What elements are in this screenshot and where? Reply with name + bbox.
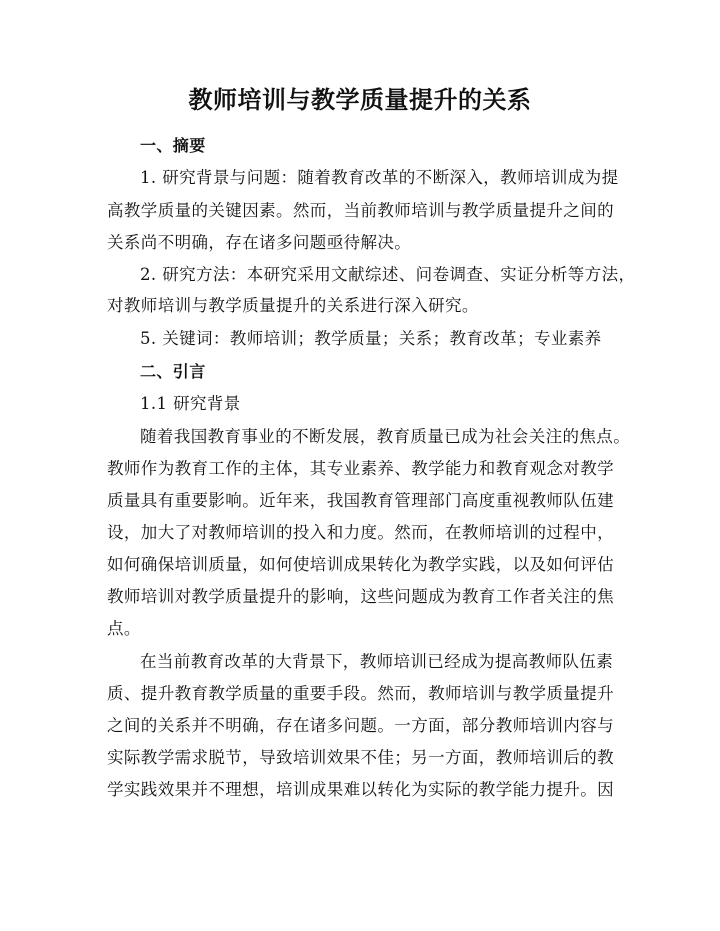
abstract-item1-line2: 高教学质量的关键因素。然而，当前教师培训与教学质量提升之间的	[107, 201, 614, 220]
paragraph2-line5: 学实践效果并不理想，培训成果难以转化为实际的教学能力提升。因	[107, 780, 614, 799]
paragraph2-line2: 质、提升教育教学质量的重要手段。然而，教师培训与教学质量提升	[107, 684, 614, 703]
paragraph2-line3: 之间的关系并不明确，存在诸多问题。一方面，部分教师培训内容与	[107, 716, 614, 735]
paragraph2-line4: 实际教学需求脱节，导致培训效果不佳；另一方面，教师培训后的教	[107, 748, 614, 767]
abstract-keywords: 5. 关键词：教师培训；教学质量；关系；教育改革；专业素养	[140, 329, 602, 348]
paragraph2-line1: 在当前教育改革的大背景下，教师培训已经成为提高教师队伍素	[140, 652, 614, 671]
paragraph1-line4: 设，加大了对教师培训的投入和力度。然而，在教师培训的过程中，	[107, 523, 614, 542]
abstract-item2-line1: 2. 研究方法：本研究采用文献综述、问卷调查、实证分析等方法，	[140, 265, 636, 284]
intro-heading: 二、引言	[140, 362, 206, 381]
abstract-item1-line3: 关系尚不明确，存在诸多问题亟待解决。	[107, 233, 412, 252]
document-title: 教师培训与教学质量提升的关系	[188, 86, 532, 114]
paragraph1-line3: 质量具有重要影响。近年来，我国教育管理部门高度重视教师队伍建	[107, 491, 614, 510]
intro-sub-heading: 1.1 研究背景	[140, 394, 241, 413]
abstract-item2-line2: 对教师培训与教学质量提升的关系进行深入研究。	[107, 296, 479, 315]
paragraph1-line2: 教师作为教育工作的主体，其专业素养、教学能力和教育观念对教学	[107, 459, 614, 478]
paragraph1-line7: 点。	[107, 619, 141, 638]
paragraph1-line1: 随着我国教育事业的不断发展，教育质量已成为社会关注的焦点。	[140, 427, 631, 446]
abstract-heading: 一、摘要	[140, 136, 206, 155]
abstract-item1-line1: 1. 研究背景与问题：随着教育改革的不断深入，教师培训成为提	[140, 168, 619, 187]
paragraph1-line5: 如何确保培训质量，如何使培训成果转化为教学实践，以及如何评估	[107, 555, 614, 574]
paragraph1-line6: 教师培训对教学质量提升的影响，这些问题成为教育工作者关注的焦	[107, 587, 614, 606]
